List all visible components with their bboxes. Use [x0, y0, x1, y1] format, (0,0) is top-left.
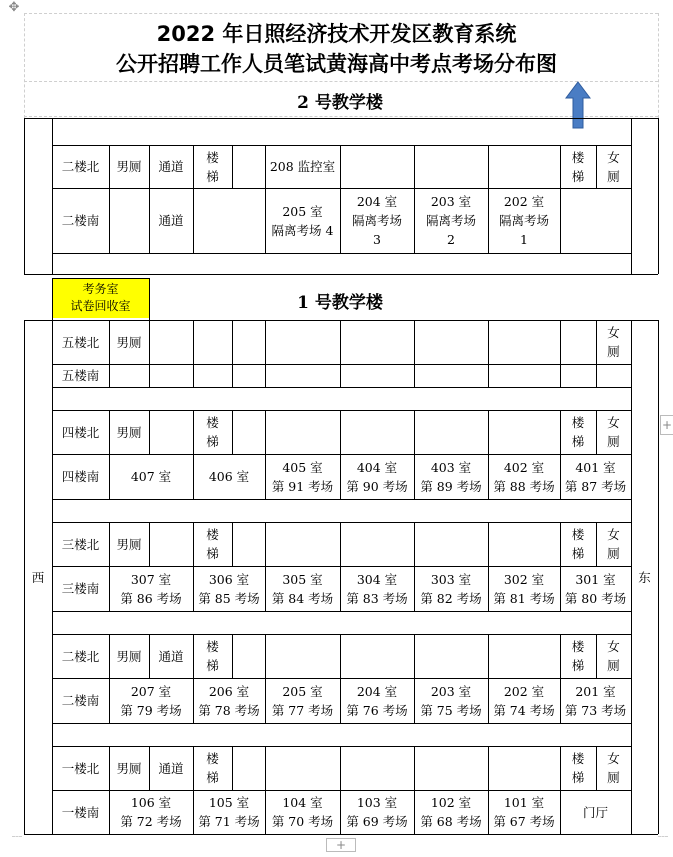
b2-north-cell: 二楼北	[61, 159, 100, 174]
table-line	[596, 364, 597, 387]
table-line	[631, 188, 632, 253]
b2-south-cell: 通道	[158, 213, 184, 228]
floor3-south-cell: 307 室 第 86 考场	[120, 571, 182, 606]
floor2-north-cell: 楼 梯	[206, 639, 219, 673]
floor3-north-cell	[340, 522, 414, 566]
floor2-north-cell	[488, 634, 560, 678]
floor2-north-cell	[265, 634, 340, 678]
b2-south-cell: 204 室 隔离考场 3	[351, 194, 402, 247]
floor2-south-cell: 206 室 第 78 考场	[198, 683, 260, 718]
floor4-south-cell: 404 室 第 90 考场	[346, 459, 408, 494]
floor4-north-cell: 四楼北	[61, 424, 100, 440]
floor2-north-cell	[414, 634, 488, 678]
b2-north-cell: 208 监控室	[269, 159, 336, 174]
floor4-south-cell: 406 室	[208, 469, 250, 484]
table-line	[631, 634, 632, 678]
floor3-north-cell: 楼 梯	[571, 527, 585, 561]
floor2-north-cell	[340, 634, 414, 678]
b2-south-cell	[109, 188, 149, 253]
floor3-south-cell: 三楼南	[61, 581, 100, 596]
floor4-south-cell: 四楼南	[61, 469, 100, 484]
b2-north-cell: 楼 梯	[206, 149, 219, 184]
floor3-north-cell	[488, 522, 560, 566]
floor2-south-cell: 202 室 第 74 考场	[493, 683, 555, 718]
floor3-south-cell: 301 室 第 80 考场	[564, 571, 627, 606]
floor3-north-cell: 三楼北	[61, 536, 100, 552]
floor4-south-cell: 401 室 第 87 考场	[564, 459, 627, 494]
building1-border	[658, 320, 659, 834]
building2-border	[24, 118, 658, 119]
b2-north-cell: 通道	[158, 159, 184, 174]
floor3-south-cell: 303 室 第 82 考场	[420, 571, 482, 606]
b2-south-cell: 203 室 隔离考场 2	[425, 194, 476, 247]
floor1-south-cell: 101 室 第 67 考场	[493, 795, 555, 829]
floor1-north-cell: 男厕	[116, 760, 142, 776]
building2-heading: 2 号教学楼	[297, 93, 383, 113]
table-line	[560, 364, 561, 387]
table-line	[414, 364, 415, 387]
table-line	[52, 499, 631, 500]
b2-north-cell	[414, 145, 488, 188]
floor1-south-cell: 104 室 第 70 考场	[271, 795, 334, 829]
floor3-north-cell	[232, 522, 265, 566]
b2-south-cell: 二楼南	[61, 213, 100, 228]
table-line	[149, 364, 150, 387]
floor2-south-cell: 207 室 第 79 考场	[120, 683, 182, 718]
floor1-south-cell: 105 室 第 71 考场	[198, 795, 260, 829]
exam-office-label: 考务室 试卷回收室	[70, 282, 131, 313]
floor3-south-cell: 304 室 第 83 考场	[346, 571, 408, 606]
table-line	[631, 320, 632, 364]
b2-north-cell	[488, 145, 560, 188]
floor1-north-cell	[340, 746, 414, 790]
floor4-north-cell	[340, 410, 414, 454]
building1-heading: 1 号教学楼	[297, 293, 383, 313]
page-title-line2: 公开招聘工作人员笔试黄海高中考点考场分布图	[116, 52, 557, 76]
table-line	[631, 746, 632, 790]
floor4-south-cell: 402 室 第 88 考场	[493, 459, 555, 494]
b2-north-cell: 男厕	[116, 159, 142, 174]
floor4-north-cell	[265, 410, 340, 454]
table-line	[631, 454, 632, 499]
floor2-north-cell: 二楼北	[61, 648, 100, 664]
floor4-north-cell	[488, 410, 560, 454]
building2-border	[658, 118, 659, 274]
floor1-south-cell: 一楼南	[61, 804, 100, 820]
page-guide	[658, 13, 659, 118]
table-line	[149, 278, 150, 320]
floor5-south-cell: 五楼南	[61, 368, 100, 383]
floor5-north-cell: 男厕	[116, 334, 142, 350]
floor4-north-cell	[149, 410, 193, 454]
table-line	[52, 723, 631, 724]
floor2-south-cell: 二楼南	[61, 693, 100, 708]
floor5-north-cell	[340, 320, 414, 364]
table-line	[631, 145, 632, 188]
table-line	[631, 678, 632, 723]
add-column-button[interactable]: +	[660, 415, 673, 435]
table-line	[52, 387, 631, 388]
east-label: 东	[638, 569, 651, 585]
floor2-south-cell: 201 室 第 73 考场	[564, 683, 627, 718]
floor5-north-cell	[265, 320, 340, 364]
floor1-north-cell	[414, 746, 488, 790]
floor1-north-cell	[265, 746, 340, 790]
floor1-south-cell: 102 室 第 68 考场	[420, 795, 482, 829]
table-line	[631, 522, 632, 566]
floor1-south-cell: 门厅	[582, 804, 608, 820]
b2-south-cell: 202 室 隔离考场 1	[498, 194, 549, 247]
building2-border	[24, 274, 658, 275]
add-row-button[interactable]: +	[326, 838, 356, 852]
table-line	[631, 410, 632, 454]
b2-north-cell: 女 厕	[607, 149, 620, 184]
floor5-north-cell	[560, 320, 596, 364]
table-move-handle-icon[interactable]: ✥	[8, 0, 20, 15]
floor4-north-cell	[414, 410, 488, 454]
floor4-south-cell: 405 室 第 91 考场	[271, 459, 334, 494]
page-guide	[24, 13, 658, 14]
table-line	[631, 790, 632, 834]
building2-border	[24, 118, 25, 274]
floor1-north-cell: 一楼北	[61, 760, 100, 776]
floor1-north-cell	[488, 746, 560, 790]
table-line	[52, 278, 149, 279]
floor1-north-cell: 通道	[158, 760, 184, 776]
floor1-north-cell	[232, 746, 265, 790]
floor4-north-cell: 楼 梯	[571, 415, 585, 449]
floor4-north-cell: 男厕	[116, 424, 142, 440]
building1-border	[24, 320, 25, 834]
floor5-north-cell	[414, 320, 488, 364]
floor2-north-cell: 通道	[158, 648, 184, 664]
floor5-north-cell	[488, 320, 560, 364]
table-line	[232, 364, 233, 387]
b2-south-cell	[560, 188, 631, 253]
b2-south-cell	[193, 188, 265, 253]
floor5-north-cell: 五楼北	[61, 334, 100, 350]
floor2-north-cell	[232, 634, 265, 678]
table-line	[109, 364, 110, 387]
b2-north-cell: 楼 梯	[571, 149, 585, 184]
floor4-south-cell: 407 室	[130, 469, 172, 484]
table-line	[340, 364, 341, 387]
up-arrow-icon	[563, 80, 593, 130]
b2-south-cell: 205 室 隔离考场 4	[271, 203, 334, 238]
floor2-south-cell: 203 室 第 75 考场	[420, 683, 482, 718]
floor1-south-cell: 103 室 第 69 考场	[346, 795, 408, 829]
floor2-north-cell: 楼 梯	[571, 639, 585, 673]
floor3-north-cell	[265, 522, 340, 566]
floor3-south-cell: 302 室 第 81 考场	[493, 571, 555, 606]
b2-north-cell	[232, 145, 265, 188]
floor5-north-cell: 女 厕	[607, 325, 620, 359]
floor2-south-cell: 204 室 第 76 考场	[346, 683, 408, 718]
floor1-north-cell: 楼 梯	[206, 751, 219, 785]
table-line	[52, 611, 631, 612]
floor5-north-cell	[232, 320, 265, 364]
floor2-north-cell: 男厕	[116, 648, 142, 664]
b2-north-cell	[340, 145, 414, 188]
table-line	[52, 278, 53, 320]
page-guide	[12, 836, 22, 837]
floor3-south-cell: 305 室 第 84 考场	[271, 571, 334, 606]
floor4-south-cell: 403 室 第 89 考场	[420, 459, 482, 494]
table-line	[52, 364, 631, 365]
page-guide	[658, 836, 668, 837]
table-line	[193, 364, 194, 387]
floor1-north-cell: 楼 梯	[571, 751, 585, 785]
floor4-north-cell	[232, 410, 265, 454]
page-guide	[24, 13, 25, 118]
floor5-north-cell	[149, 320, 193, 364]
floor3-north-cell	[149, 522, 193, 566]
table-line	[265, 364, 266, 387]
page-title-line1: 2022 年日照经济技术开发区教育系统	[156, 22, 517, 46]
floor4-north-cell: 女 厕	[607, 415, 620, 449]
floor3-north-cell: 男厕	[116, 536, 142, 552]
floor2-north-cell: 女 厕	[607, 639, 620, 673]
table-line	[631, 364, 632, 387]
floor2-south-cell: 205 室 第 77 考场	[271, 683, 334, 718]
floor3-north-cell: 楼 梯	[206, 527, 219, 561]
floor3-north-cell	[414, 522, 488, 566]
floor1-south-cell: 106 室 第 72 考场	[120, 795, 182, 829]
floor3-south-cell: 306 室 第 85 考场	[198, 571, 260, 606]
floor4-north-cell: 楼 梯	[206, 415, 219, 449]
table-line	[488, 364, 489, 387]
floor5-north-cell	[193, 320, 232, 364]
floor1-north-cell: 女 厕	[607, 751, 620, 785]
table-line	[631, 566, 632, 611]
table-line	[52, 253, 631, 254]
table-line	[52, 834, 631, 835]
floor3-north-cell: 女 厕	[607, 527, 620, 561]
west-label: 西	[31, 569, 45, 585]
